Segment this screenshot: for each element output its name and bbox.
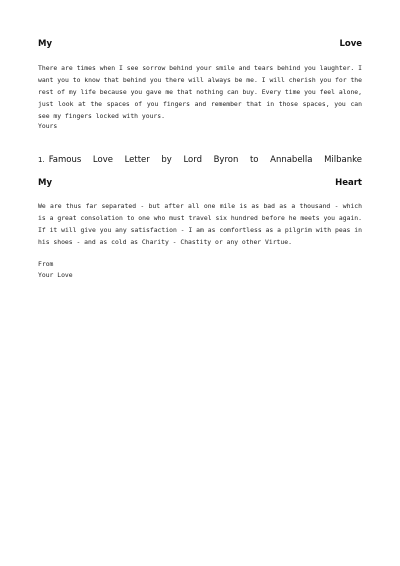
- heading-word: Byron: [213, 155, 239, 165]
- heading-word: by: [161, 155, 172, 165]
- letter2-salutation: [38, 178, 362, 188]
- letter2-closing-from: From: [38, 260, 54, 268]
- heading-word: Milbanke: [324, 155, 362, 165]
- heading-word: Lord: [183, 155, 202, 165]
- salutation-my: My: [38, 178, 52, 188]
- heading-word: Letter: [124, 155, 150, 165]
- heading-word: Love: [92, 155, 113, 165]
- salutation-my: My: [38, 39, 52, 49]
- letter1-body: There are times when I see sorrow behind your smile and tears behind you laughter. I want you to know that behind you there will always be me. I will cherish you for the rest of my life because you gave me that nothing can buy. Every time you feel alone, just look at the spaces of you fingers and remember that in those spaces, you can see my fingers locked with yours.: [38, 64, 362, 120]
- letter2-closing-signature: Your Love: [38, 271, 73, 279]
- heading-word: Famous: [48, 155, 82, 165]
- letter2-body: We are thus far separated - but after all one mile is as bad as a thousand - which is a great consolation to one who must travel six hundred before he meets you again. If it will give you any satisfaction - I am as comfortless as a pilgrim with peas in his shoes - and as cold as Charity - Chastity or any other Virtue.: [38, 202, 362, 246]
- section-heading: [38, 155, 362, 165]
- heading-word: Annabella: [270, 155, 313, 165]
- salutation-love: Love: [339, 39, 362, 49]
- letter1-closing: Yours: [38, 122, 58, 130]
- salutation-heart: Heart: [335, 178, 362, 188]
- heading-number: 1.: [38, 156, 45, 164]
- heading-title: [49, 155, 362, 165]
- letter1-salutation: [38, 39, 362, 49]
- heading-word: to: [249, 155, 259, 165]
